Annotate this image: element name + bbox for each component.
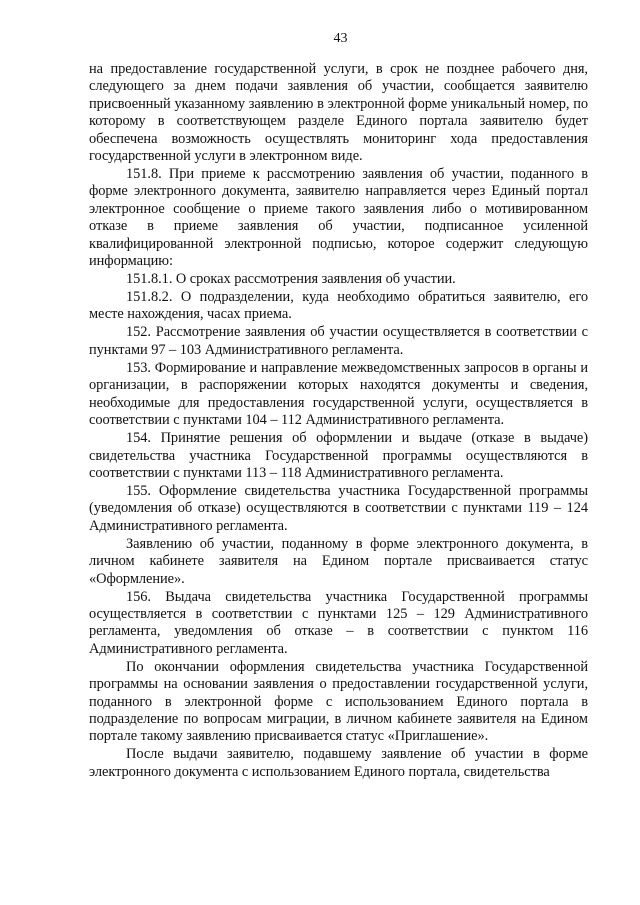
paragraph-status-priglashenie: По окончании оформления свидетельства участника Государственной программы на основании заявления о предоставлении государственной услуги, поданного в электронной форме с использованием Единого портала в подразделение по вопросам миграции, в личном кабинете заявителя на Едином портале такому заявлению присваивается статус «Приглашение». bbox=[89, 658, 588, 745]
paragraph-153: 153. Формирование и направление межведомственных запросов в органы и организации, в распоряжении которых находятся документы и сведения, необходимые для предоставления государственной услуги, осуществляется в соответствии с пунктами 104 – 112 Административного регламента. bbox=[89, 359, 588, 429]
paragraph-156: 156. Выдача свидетельства участника Государственной программы осуществляется в соответствии с пунктами 125 – 129 Административного регламента, уведомления об отказе – в соответствии с пунктом 116 Административного регламента. bbox=[89, 588, 588, 657]
page-number: 43 bbox=[333, 31, 348, 46]
document-body bbox=[89, 61, 588, 781]
paragraph-after-issuance: После выдачи заявителю, подавшему заявление об участии в форме электронного документа с использованием Единого портала, свидетельства bbox=[89, 746, 588, 780]
paragraph-152: 152. Рассмотрение заявления об участии осуществляется в соответствии с пунктами 97 – 103 Административного регламента. bbox=[89, 324, 588, 358]
paragraph-154: 154. Принятие решения об оформлении и выдаче (отказе в выдаче) свидетельства участника Государственной программы осуществляются в соответствии с пунктами 113 – 118 Административного регламента. bbox=[89, 430, 588, 481]
paragraph-status-oformlenie: Заявлению об участии, поданному в форме электронного документа, в личном кабинете заявителя на Едином портале присваивается статус «Оформление». bbox=[89, 535, 588, 587]
paragraph-151-8-2: 151.8.2. О подразделении, куда необходимо обратиться заявителю, его месте нахождения, часах приема. bbox=[89, 289, 588, 323]
paragraph-155: 155. Оформление свидетельства участника Государственной программы (уведомления об отказе) осуществляются в соответствии с пунктами 119 – 124 Административного регламента. bbox=[89, 482, 588, 534]
paragraph-151-8: 151.8. При приеме к рассмотрению заявления об участии, поданного в форме электронного документа, заявителю направляется через Единый портал электронное сообщение о приеме такого заявления либо о мотивированном отказе в приеме заявления об участии, подписанное усиленной квалифицированной электронной подписью, которое содержит следующую информацию: bbox=[89, 166, 588, 270]
paragraph-151-8-1: 151.8.1. О сроках рассмотрения заявления об участии. bbox=[126, 271, 456, 288]
paragraph-continuation: на предоставление государственной услуги, в срок не позднее рабочего дня, следующего за днем подачи заявления об участии, сообщается заявителю присвоенный указанному заявлению в электронной форме уникальный номер, по которому в соответствующем разделе Единого портала заявителю будет обеспечена возможность осуществлять мониторинг хода предоставления государственной услуги в электронном виде. bbox=[89, 61, 588, 165]
